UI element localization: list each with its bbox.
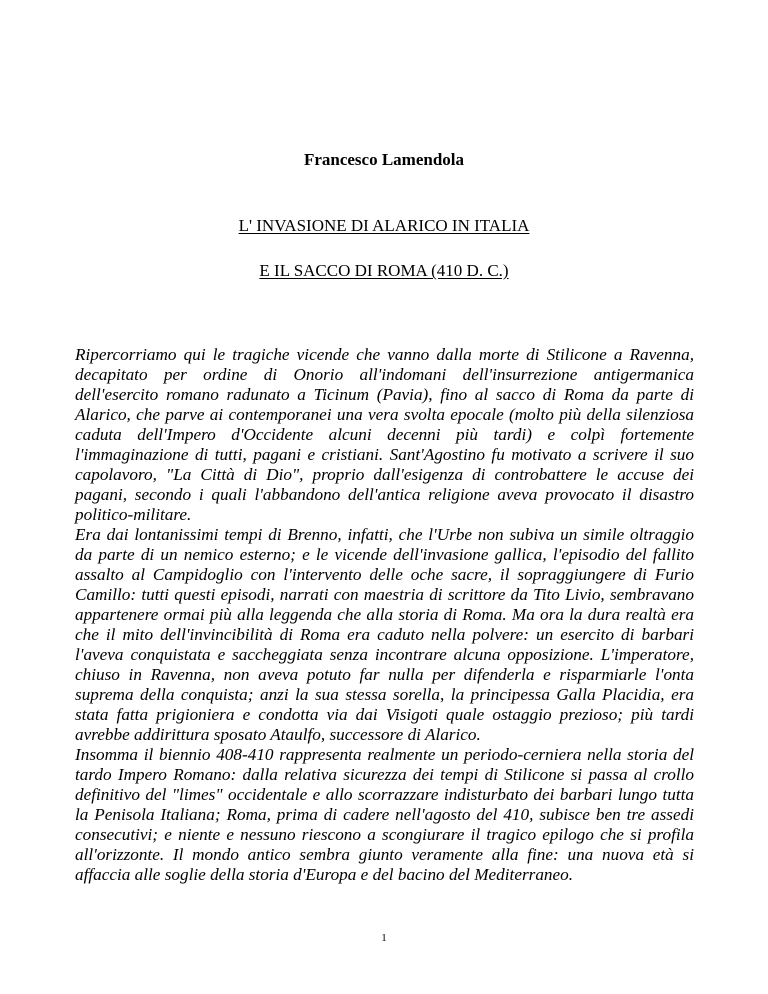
paragraph: Era dai lontanissimi tempi di Brenno, infatti, che l'Urbe non subiva un simile oltraggio da parte di un nemico esterno; e le vicende dell'invasione gallica, l'episodio del fallito assalto al Campidoglio con l'intervento delle oche sacre, il sopraggiungere di Furio Camillo: tutti questi episodi, narrati con maestria di scrittore da Tito Livio, sembravano appartenere ormai più alla leggenda che alla storia di Roma. Ma ora la dura realtà era che il mito dell'invincibilità di Roma era caduto nella polvere: un esercito di barbari l'aveva conquistata e saccheggiata senza incontrare alcuna opposizione. L'imperatore, chiuso in Ravenna, non aveva potuto far nulla per difenderla e risparmiarle l'onta suprema della conquista; anzi la sua stessa sorella, la principessa Galla Placidia, era stata fatta prigioniera e condotta via dai Visigoti quale ostaggio prezioso; più tardi avrebbe addirittura sposato Ataulfo, successore di Alarico. [75,525,694,744]
author-name: Francesco Lamendola [303,150,465,169]
abstract-body [75,345,694,885]
paragraph: Insomma il biennio 408-410 rappresenta realmente un periodo-cerniera nella storia del tardo Impero Romano: dalla relativa sicurezza dei tempi di Stilicone si passa al crollo definitivo del "limes" occidentale e allo scorrazzare indisturbato dei barbari lungo tutta la Penisola Italiana; Roma, prima di cadere nell'agosto del 410, subisce ben tre assedi consecutivi; e niente e nessuno riescono a scongiurare il tragico epilogo che si profila all'orizzonte. Il mondo antico sembra giunto veramente alla fine: una nuova età si affaccia alle soglie della storia d'Europa e del bacino del Mediterraneo. [75,745,694,884]
paragraph: Ripercorriamo qui le tragiche vicende che vanno dalla morte di Stilicone a Ravenna, decapitato per ordine di Onorio all'indomani dell'insurrezione antigermanica dell'esercito romano radunato a Ticinum (Pavia), fino al sacco di Roma da parte di Alarico, che parve ai contemporanei una vera svolta epocale (molto più della silenziosa caduta dell'Impero d'Occidente alcuni decenni più tardi) e colpì fortemente l'immaginazione di tutti, pagani e cristiani. Sant'Agostino fu motivato a scrivere il suo capolavoro, "La Città di Dio", proprio dall'esigenza di controbattere le accuse dei pagani, secondo i quali l'abbandono dell'antica religione aveva provocato il disastro politico-militare. [75,345,694,524]
page-number: 1 [381,932,387,944]
document-title-line-2: E IL SACCO DI ROMA (410 D. C.) [259,261,509,280]
document-title-line-1: L' INVASIONE DI ALARICO IN ITALIA [238,216,530,235]
